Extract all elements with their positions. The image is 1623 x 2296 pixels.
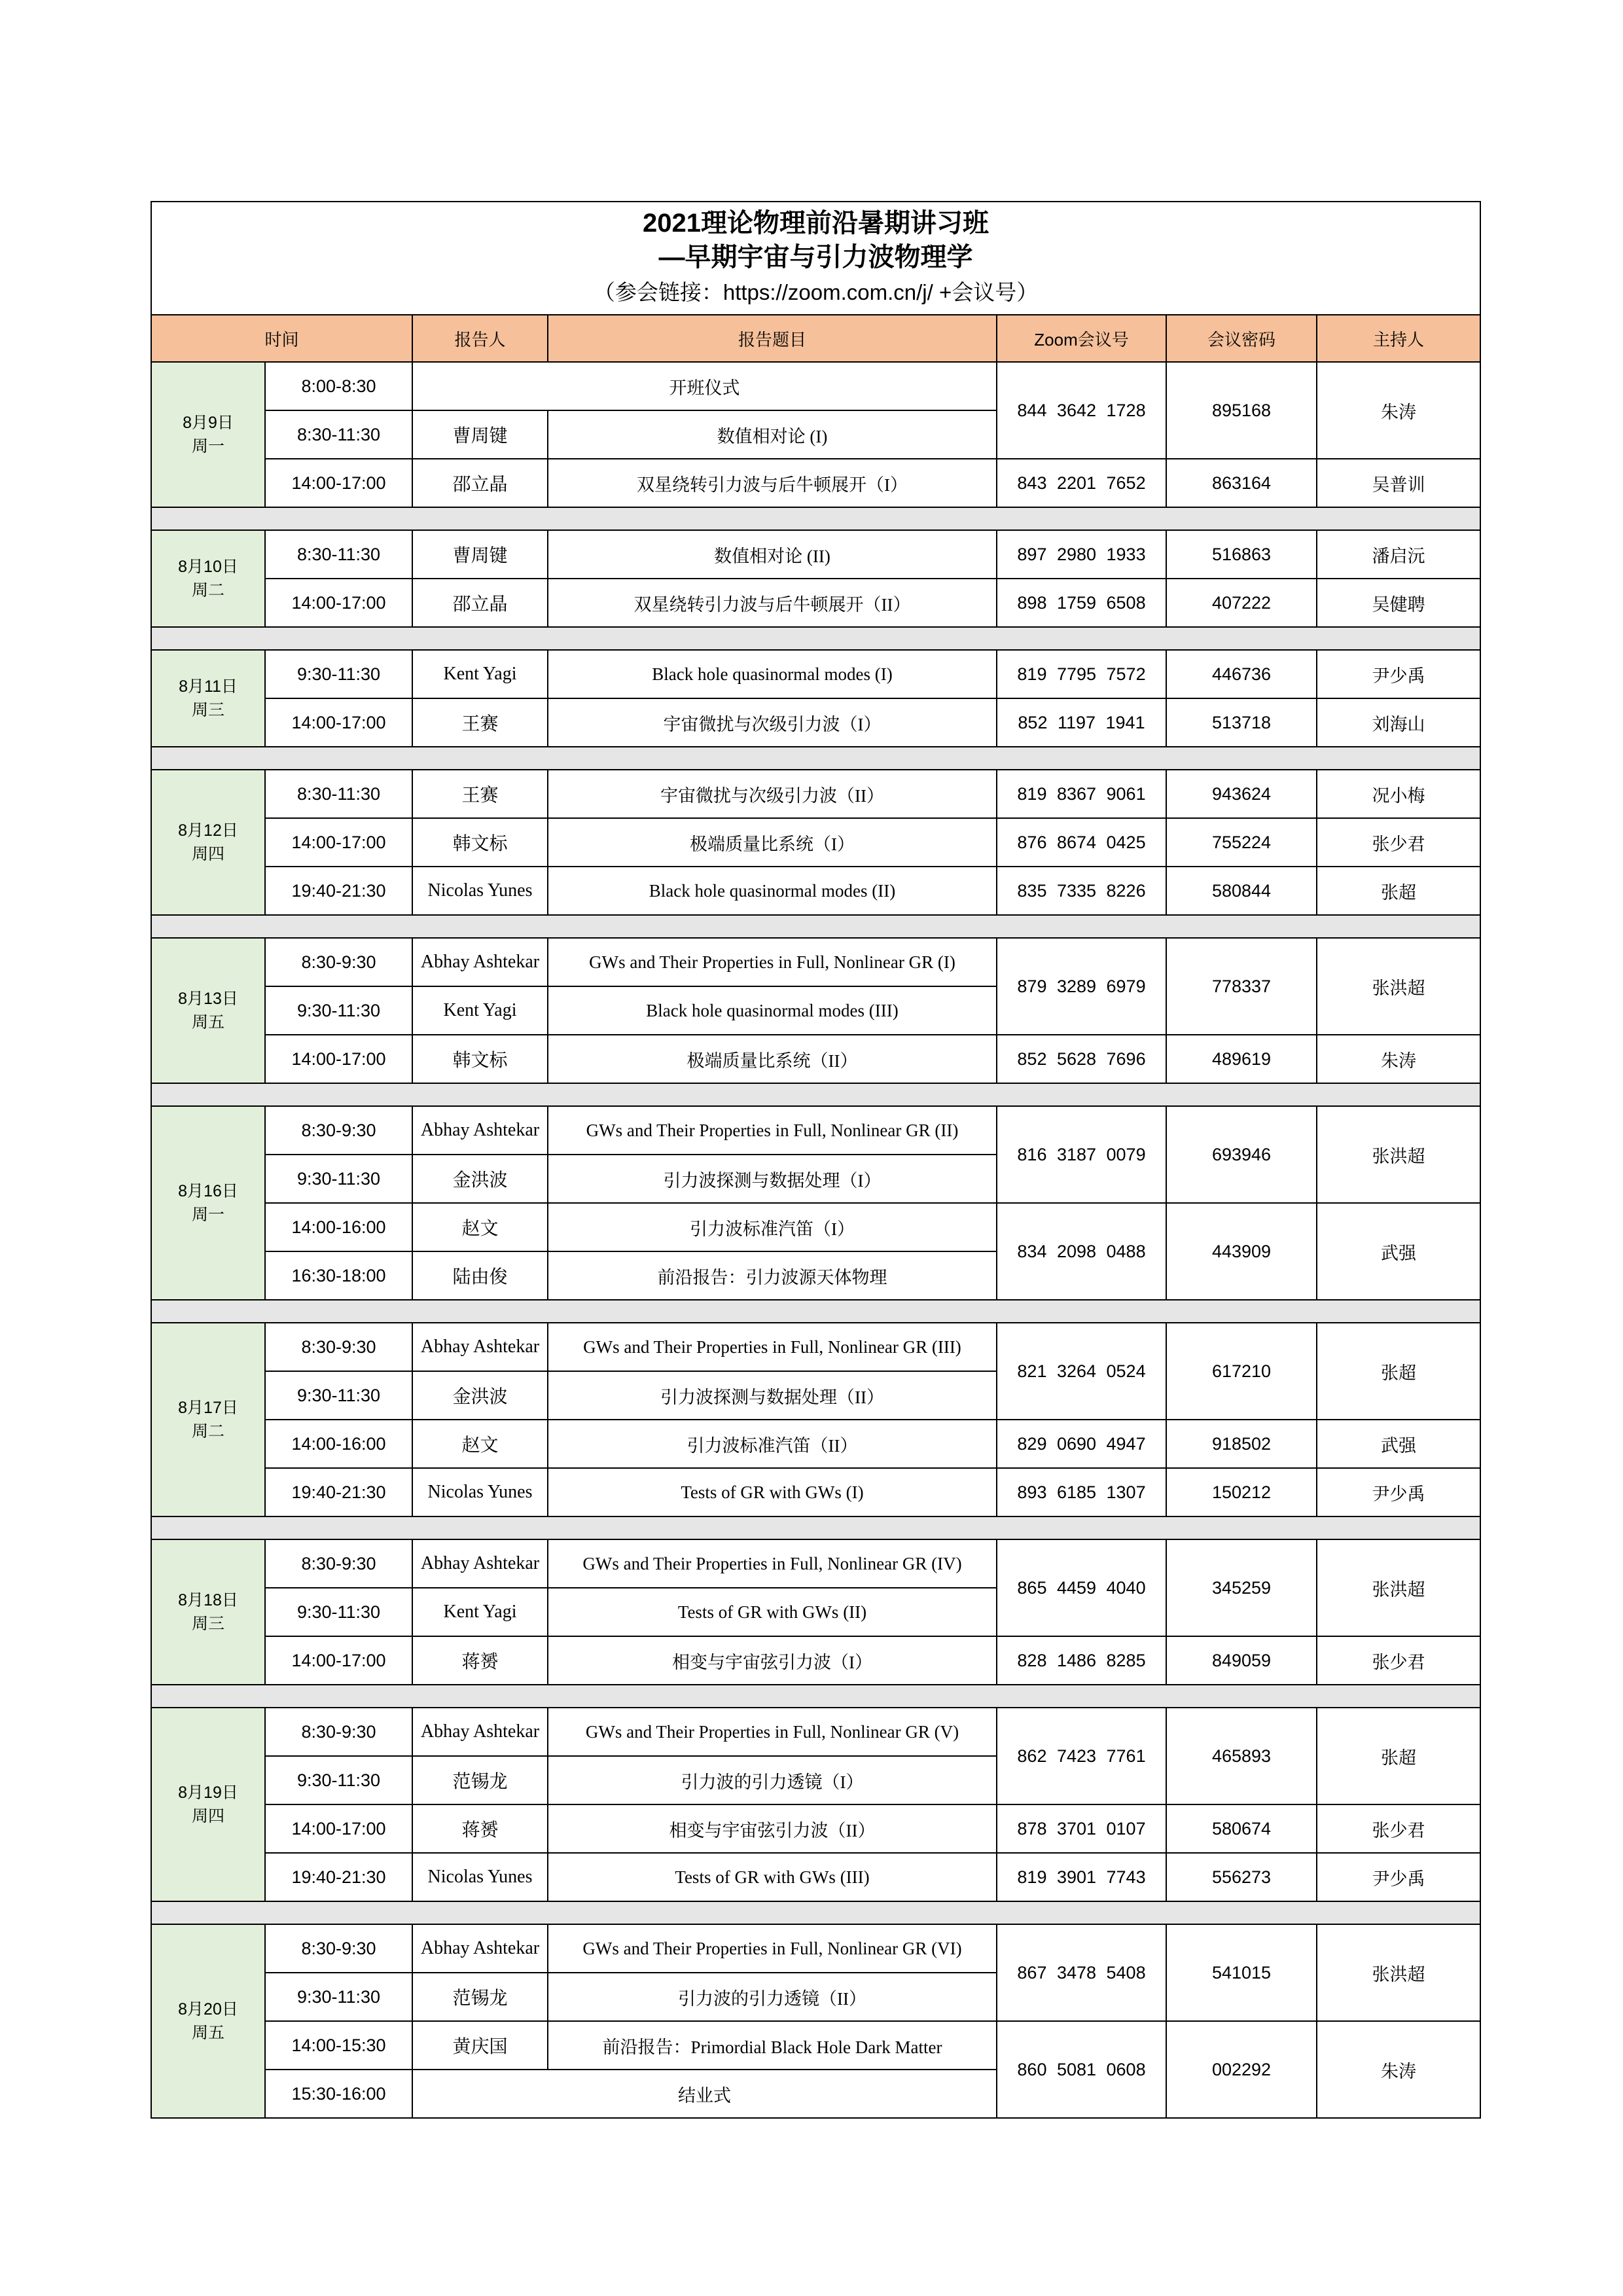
password-cell: 755224	[1166, 818, 1317, 867]
speaker-cell: Kent Yagi	[412, 1588, 548, 1636]
date-label: 8月13日	[178, 990, 238, 1008]
session-row	[151, 362, 1480, 410]
separator-row	[151, 507, 1480, 530]
session-row	[151, 1708, 1480, 1756]
schedule-body	[151, 362, 1480, 2118]
topic-cell: 双星绕转引力波与后牛顿展开（I）	[548, 459, 997, 507]
session-row	[151, 530, 1480, 579]
session-row	[151, 770, 1480, 818]
separator-row	[151, 1083, 1480, 1106]
zoom-id-cell: 843 2201 7652	[997, 459, 1166, 507]
time-cell: 14:00-17:00	[265, 1804, 412, 1853]
password-cell: 849059	[1166, 1636, 1317, 1685]
page-title: 2021理论物理前沿暑期讲习班	[643, 208, 990, 238]
session-row	[151, 1636, 1480, 1685]
topic-cell: Black hole quasinormal modes (II)	[548, 867, 997, 915]
time-cell: 19:40-21:30	[265, 1853, 412, 1901]
separator-band	[151, 1083, 1480, 1106]
topic-cell: 宇宙微扰与次级引力波（I）	[548, 698, 997, 747]
zoom-id-cell: 852 1197 1941	[997, 698, 1166, 747]
topic-cell: GWs and Their Properties in Full, Nonlinear GR (V)	[548, 1708, 997, 1756]
date-cell	[151, 1106, 265, 1300]
ceremony-cell: 结业式	[412, 2070, 997, 2118]
weekday-label: 周三	[191, 701, 224, 719]
speaker-cell: Abhay Ashtekar	[412, 1924, 548, 1973]
host-cell: 潘启沅	[1317, 530, 1480, 579]
host-cell: 武强	[1317, 1203, 1480, 1300]
password-cell: 150212	[1166, 1468, 1317, 1516]
password-cell: 516863	[1166, 530, 1317, 579]
weekday-label: 周一	[191, 1206, 224, 1224]
topic-cell: 数值相对论 (II)	[548, 530, 997, 579]
topic-cell: 宇宙微扰与次级引力波（II）	[548, 770, 997, 818]
password-cell: 443909	[1166, 1203, 1317, 1300]
speaker-cell: Nicolas Yunes	[412, 867, 548, 915]
separator-row	[151, 1901, 1480, 1924]
time-cell: 14:00-17:00	[265, 698, 412, 747]
topic-cell: GWs and Their Properties in Full, Nonlinear GR (IV)	[548, 1539, 997, 1588]
zoom-id-cell: 893 6185 1307	[997, 1468, 1166, 1516]
date-label: 8月9日	[183, 414, 234, 432]
date-cell	[151, 650, 265, 747]
topic-cell: 数值相对论 (I)	[548, 410, 997, 459]
session-row	[151, 1924, 1480, 1973]
host-cell: 张少君	[1317, 1636, 1480, 1685]
weekday-label: 周一	[191, 437, 224, 456]
password-cell: 556273	[1166, 1853, 1317, 1901]
page-subtitle: —早期宇宙与引力波物理学	[658, 242, 973, 272]
speaker-cell: 赵文	[412, 1420, 548, 1468]
host-cell: 张洪超	[1317, 1106, 1480, 1203]
zoom-id-cell: 821 3264 0524	[997, 1323, 1166, 1420]
separator-row	[151, 747, 1480, 770]
topic-cell: 引力波标准汽笛（I）	[548, 1203, 997, 1251]
host-cell: 张超	[1317, 1323, 1480, 1420]
schedule-table	[151, 201, 1481, 2119]
zoom-id-cell: 879 3289 6979	[997, 938, 1166, 1035]
topic-cell: Black hole quasinormal modes (III)	[548, 986, 997, 1035]
topic-cell: Tests of GR with GWs (II)	[548, 1588, 997, 1636]
password-cell: 918502	[1166, 1420, 1317, 1468]
speaker-cell: Abhay Ashtekar	[412, 1106, 548, 1155]
host-cell: 刘海山	[1317, 698, 1480, 747]
password-cell: 580674	[1166, 1804, 1317, 1853]
time-cell: 14:00-15:30	[265, 2021, 412, 2070]
date-label: 8月10日	[178, 558, 238, 576]
time-cell: 8:30-11:30	[265, 770, 412, 818]
time-cell: 14:00-16:00	[265, 1203, 412, 1251]
session-row	[151, 1106, 1480, 1155]
separator-row	[151, 627, 1480, 650]
date-label: 8月11日	[179, 677, 238, 696]
host-cell: 朱涛	[1317, 1035, 1480, 1083]
host-cell: 朱涛	[1317, 2021, 1480, 2118]
topic-cell: 双星绕转引力波与后牛顿展开（II）	[548, 579, 997, 627]
topic-cell: Black hole quasinormal modes (I)	[548, 650, 997, 698]
session-row	[151, 1035, 1480, 1083]
host-cell: 尹少禹	[1317, 650, 1480, 698]
topic-cell: GWs and Their Properties in Full, Nonlinear GR (III)	[548, 1323, 997, 1371]
separator-band	[151, 507, 1480, 530]
host-cell: 张超	[1317, 1708, 1480, 1804]
host-cell: 朱涛	[1317, 362, 1480, 459]
speaker-cell: Abhay Ashtekar	[412, 1323, 548, 1371]
separator-band	[151, 747, 1480, 770]
speaker-cell: 王赛	[412, 770, 548, 818]
date-cell	[151, 1924, 265, 2118]
separator-row	[151, 1516, 1480, 1539]
time-cell: 8:30-9:30	[265, 1323, 412, 1371]
topic-cell: Tests of GR with GWs (III)	[548, 1853, 997, 1901]
time-cell: 9:30-11:30	[265, 986, 412, 1035]
password-cell: 407222	[1166, 579, 1317, 627]
topic-cell: 引力波探测与数据处理（I）	[548, 1155, 997, 1203]
zoom-id-cell: 829 0690 4947	[997, 1420, 1166, 1468]
weekday-label: 周五	[191, 1013, 224, 1031]
password-cell: 345259	[1166, 1539, 1317, 1636]
header-zoom-id: Zoom会议号	[997, 315, 1166, 362]
zoom-id-cell: 876 8674 0425	[997, 818, 1166, 867]
time-cell: 14:00-16:00	[265, 1420, 412, 1468]
speaker-cell: Abhay Ashtekar	[412, 1539, 548, 1588]
host-cell: 张超	[1317, 867, 1480, 915]
session-row	[151, 867, 1480, 915]
topic-cell: 极端质量比系统（I）	[548, 818, 997, 867]
session-row	[151, 1468, 1480, 1516]
meeting-link-note: （参会链接：https://zoom.com.cn/j/ +会议号）	[593, 279, 1039, 304]
time-cell: 9:30-11:30	[265, 1756, 412, 1804]
zoom-id-cell: 819 8367 9061	[997, 770, 1166, 818]
header-host: 主持人	[1317, 315, 1480, 362]
session-row	[151, 2021, 1480, 2070]
time-cell: 9:30-11:30	[265, 1973, 412, 2021]
weekday-label: 周五	[191, 2024, 224, 2042]
date-label: 8月19日	[178, 1784, 238, 1802]
speaker-cell: Kent Yagi	[412, 650, 548, 698]
time-cell: 9:30-11:30	[265, 1155, 412, 1203]
zoom-id-cell: 867 3478 5408	[997, 1924, 1166, 2021]
time-cell: 9:30-11:30	[265, 1371, 412, 1420]
host-cell: 张少君	[1317, 818, 1480, 867]
header-speaker: 报告人	[412, 315, 548, 362]
speaker-cell: 曹周键	[412, 410, 548, 459]
speaker-cell: Nicolas Yunes	[412, 1468, 548, 1516]
speaker-cell: Abhay Ashtekar	[412, 938, 548, 986]
topic-cell: Tests of GR with GWs (I)	[548, 1468, 997, 1516]
time-cell: 8:30-9:30	[265, 1106, 412, 1155]
header-row	[151, 315, 1480, 362]
speaker-cell: 陆由俊	[412, 1251, 548, 1300]
password-cell: 693946	[1166, 1106, 1317, 1203]
session-row	[151, 938, 1480, 986]
date-cell	[151, 530, 265, 627]
separator-row	[151, 1685, 1480, 1708]
topic-cell: 极端质量比系统（II）	[548, 1035, 997, 1083]
session-row	[151, 459, 1480, 507]
password-cell: 580844	[1166, 867, 1317, 915]
topic-cell: 前沿报告：Primordial Black Hole Dark Matter	[548, 2021, 997, 2070]
session-row	[151, 650, 1480, 698]
host-cell: 张洪超	[1317, 938, 1480, 1035]
topic-cell: 前沿报告：引力波源天体物理	[548, 1251, 997, 1300]
speaker-cell: 金洪波	[412, 1155, 548, 1203]
date-label: 8月16日	[178, 1182, 238, 1200]
date-label: 8月12日	[178, 821, 238, 840]
session-row	[151, 1323, 1480, 1371]
host-cell: 张洪超	[1317, 1539, 1480, 1636]
date-label: 8月18日	[178, 1591, 238, 1609]
separator-band	[151, 1901, 1480, 1924]
date-cell	[151, 1323, 265, 1516]
zoom-id-cell: 844 3642 1728	[997, 362, 1166, 459]
host-cell: 尹少禹	[1317, 1468, 1480, 1516]
zoom-id-cell: 819 7795 7572	[997, 650, 1166, 698]
session-row	[151, 1203, 1480, 1251]
date-label: 8月17日	[178, 1399, 238, 1417]
time-cell: 14:00-17:00	[265, 818, 412, 867]
topic-cell: 引力波的引力透镜（II）	[548, 1973, 997, 2021]
password-cell: 513718	[1166, 698, 1317, 747]
time-cell: 19:40-21:30	[265, 1468, 412, 1516]
time-cell: 8:30-9:30	[265, 1924, 412, 1973]
password-cell: 489619	[1166, 1035, 1317, 1083]
password-cell: 541015	[1166, 1924, 1317, 2021]
speaker-cell: 邵立晶	[412, 459, 548, 507]
separator-band	[151, 1300, 1480, 1323]
topic-cell: 引力波探测与数据处理（II）	[548, 1371, 997, 1420]
speaker-cell: Kent Yagi	[412, 986, 548, 1035]
password-cell: 002292	[1166, 2021, 1317, 2118]
password-cell: 617210	[1166, 1323, 1317, 1420]
zoom-id-cell: 819 3901 7743	[997, 1853, 1166, 1901]
time-cell: 8:30-11:30	[265, 530, 412, 579]
zoom-id-cell: 860 5081 0608	[997, 2021, 1166, 2118]
topic-cell: GWs and Their Properties in Full, Nonlinear GR (I)	[548, 938, 997, 986]
zoom-id-cell: 897 2980 1933	[997, 530, 1166, 579]
password-cell: 943624	[1166, 770, 1317, 818]
title-row	[151, 202, 1480, 315]
time-cell: 19:40-21:30	[265, 867, 412, 915]
speaker-cell: 蒋赟	[412, 1636, 548, 1685]
password-cell: 895168	[1166, 362, 1317, 459]
separator-row	[151, 915, 1480, 938]
host-cell: 吴普训	[1317, 459, 1480, 507]
topic-cell: 相变与宇宙弦引力波（I）	[548, 1636, 997, 1685]
time-cell: 8:30-9:30	[265, 1539, 412, 1588]
time-cell: 8:30-9:30	[265, 1708, 412, 1756]
weekday-label: 周二	[191, 1422, 224, 1441]
speaker-cell: 曹周键	[412, 530, 548, 579]
date-cell	[151, 1708, 265, 1901]
speaker-cell: 范锡龙	[412, 1973, 548, 2021]
speaker-cell: Abhay Ashtekar	[412, 1708, 548, 1756]
header-topic: 报告题目	[548, 315, 997, 362]
session-row	[151, 1539, 1480, 1588]
speaker-cell: 范锡龙	[412, 1756, 548, 1804]
session-row	[151, 818, 1480, 867]
password-cell: 863164	[1166, 459, 1317, 507]
date-label: 8月20日	[178, 2000, 238, 2018]
zoom-id-cell: 816 3187 0079	[997, 1106, 1166, 1203]
password-cell: 465893	[1166, 1708, 1317, 1804]
weekday-label: 周四	[191, 1807, 224, 1825]
time-cell: 14:00-17:00	[265, 1636, 412, 1685]
session-row	[151, 1804, 1480, 1853]
time-cell: 8:30-9:30	[265, 938, 412, 986]
speaker-cell: 黄庆国	[412, 2021, 548, 2070]
topic-cell: GWs and Their Properties in Full, Nonlinear GR (II)	[548, 1106, 997, 1155]
topic-cell: 引力波的引力透镜（I）	[548, 1756, 997, 1804]
ceremony-cell: 开班仪式	[412, 362, 997, 410]
weekday-label: 周三	[191, 1615, 224, 1633]
speaker-cell: Nicolas Yunes	[412, 1853, 548, 1901]
speaker-cell: 蒋赟	[412, 1804, 548, 1853]
header-time: 时间	[151, 315, 412, 362]
separator-row	[151, 1300, 1480, 1323]
speaker-cell: 王赛	[412, 698, 548, 747]
time-cell: 9:30-11:30	[265, 1588, 412, 1636]
time-cell: 14:00-17:00	[265, 459, 412, 507]
zoom-id-cell: 865 4459 4040	[997, 1539, 1166, 1636]
speaker-cell: 邵立晶	[412, 579, 548, 627]
speaker-cell: 赵文	[412, 1203, 548, 1251]
host-cell: 张少君	[1317, 1804, 1480, 1853]
zoom-id-cell: 852 5628 7696	[997, 1035, 1166, 1083]
date-cell	[151, 938, 265, 1083]
session-row	[151, 1420, 1480, 1468]
speaker-cell: 韩文标	[412, 1035, 548, 1083]
password-cell: 778337	[1166, 938, 1317, 1035]
session-row	[151, 1853, 1480, 1901]
host-cell: 武强	[1317, 1420, 1480, 1468]
date-cell	[151, 362, 265, 507]
title-block	[151, 202, 1480, 315]
zoom-id-cell: 862 7423 7761	[997, 1708, 1166, 1804]
time-cell: 9:30-11:30	[265, 650, 412, 698]
date-cell	[151, 770, 265, 915]
separator-band	[151, 627, 1480, 650]
host-cell: 尹少禹	[1317, 1853, 1480, 1901]
zoom-id-cell: 834 2098 0488	[997, 1203, 1166, 1300]
topic-cell: GWs and Their Properties in Full, Nonlinear GR (VI)	[548, 1924, 997, 1973]
session-row	[151, 579, 1480, 627]
date-cell	[151, 1539, 265, 1685]
time-cell: 8:00-8:30	[265, 362, 412, 410]
header-password: 会议密码	[1166, 315, 1317, 362]
host-cell: 吴健聘	[1317, 579, 1480, 627]
host-cell: 张洪超	[1317, 1924, 1480, 2021]
zoom-id-cell: 835 7335 8226	[997, 867, 1166, 915]
password-cell: 446736	[1166, 650, 1317, 698]
zoom-id-cell: 878 3701 0107	[997, 1804, 1166, 1853]
topic-cell: 引力波标准汽笛（II）	[548, 1420, 997, 1468]
separator-band	[151, 915, 1480, 938]
time-cell: 8:30-11:30	[265, 410, 412, 459]
separator-band	[151, 1516, 1480, 1539]
separator-band	[151, 1685, 1480, 1708]
speaker-cell: 金洪波	[412, 1371, 548, 1420]
host-cell: 况小梅	[1317, 770, 1480, 818]
time-cell: 14:00-17:00	[265, 579, 412, 627]
time-cell: 16:30-18:00	[265, 1251, 412, 1300]
speaker-cell: 韩文标	[412, 818, 548, 867]
zoom-id-cell: 828 1486 8285	[997, 1636, 1166, 1685]
zoom-id-cell: 898 1759 6508	[997, 579, 1166, 627]
weekday-label: 周二	[191, 581, 224, 600]
time-cell: 15:30-16:00	[265, 2070, 412, 2118]
time-cell: 14:00-17:00	[265, 1035, 412, 1083]
topic-cell: 相变与宇宙弦引力波（II）	[548, 1804, 997, 1853]
session-row	[151, 698, 1480, 747]
weekday-label: 周四	[191, 845, 224, 863]
